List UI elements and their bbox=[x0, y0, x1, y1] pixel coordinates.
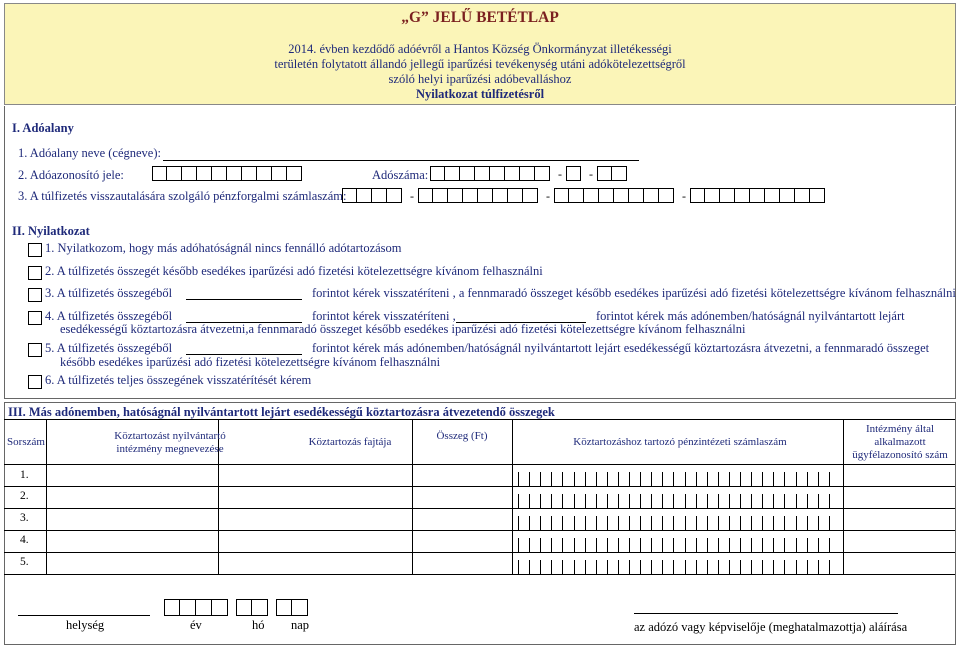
account-cell-divider bbox=[818, 472, 819, 486]
tax-label: Adószáma: bbox=[372, 168, 429, 182]
account-cell-divider bbox=[818, 538, 819, 552]
item3-text-b: forintot kérek visszatéríteni , a fennmaradó összeget később esedékes iparűzési adó fizetési kötelezettségre kívánom felhasználni bbox=[312, 286, 956, 300]
account-cell-divider bbox=[529, 472, 530, 486]
account-cell-divider bbox=[762, 538, 763, 552]
account-cell-divider bbox=[640, 494, 641, 508]
account-cell-divider bbox=[784, 538, 785, 552]
account-cell-divider bbox=[673, 494, 674, 508]
account-cell-divider bbox=[751, 560, 752, 574]
account-cell-divider bbox=[562, 538, 563, 552]
account-cell-divider bbox=[551, 560, 552, 574]
account-cell-divider bbox=[607, 560, 608, 574]
account-cell-divider bbox=[518, 472, 519, 486]
account-cell-divider bbox=[596, 494, 597, 508]
signature-label: az adózó vagy képviselője (meghatalmazottja) aláírása bbox=[634, 620, 908, 634]
account-cell-divider bbox=[784, 494, 785, 508]
account-cell-divider bbox=[740, 560, 741, 574]
account-cell-divider bbox=[762, 516, 763, 530]
item4-text-a: 4. A túlfizetés összegéből bbox=[45, 309, 173, 323]
account-cell-divider bbox=[729, 516, 730, 530]
account-cell-divider bbox=[796, 538, 797, 552]
item4-text-b: forintot kérek visszatéríteni , bbox=[312, 309, 456, 323]
account-cell-divider bbox=[651, 472, 652, 486]
account-cell-divider bbox=[696, 472, 697, 486]
account-cell-divider bbox=[818, 560, 819, 574]
account-cell-divider bbox=[629, 472, 630, 486]
account-cell-divider bbox=[551, 494, 552, 508]
account-cell-divider bbox=[762, 494, 763, 508]
row-number: 5. bbox=[20, 556, 29, 568]
account-cell-divider bbox=[673, 560, 674, 574]
day-label: nap bbox=[291, 618, 310, 632]
account-cell-divider bbox=[685, 516, 686, 530]
name-field[interactable] bbox=[163, 160, 639, 161]
tax-number-boxes[interactable]: - - bbox=[430, 166, 631, 182]
account-cell-divider bbox=[751, 472, 752, 486]
account-cell-divider bbox=[673, 538, 674, 552]
account-cell-divider bbox=[729, 560, 730, 574]
table-col-line bbox=[512, 419, 513, 574]
row-number: 4. bbox=[20, 534, 29, 546]
tax-id-boxes[interactable] bbox=[152, 166, 306, 182]
account-cell-divider bbox=[807, 494, 808, 508]
account-cell-divider bbox=[607, 494, 608, 508]
account-cell-divider bbox=[518, 494, 519, 508]
account-cell-divider bbox=[740, 494, 741, 508]
account-cell-divider bbox=[818, 494, 819, 508]
id-label: 2. Adóazonosító jele: bbox=[18, 168, 124, 182]
account-cell-divider bbox=[596, 516, 597, 530]
account-cell-divider bbox=[707, 472, 708, 486]
account-cell-divider bbox=[640, 538, 641, 552]
account-cell-divider bbox=[784, 516, 785, 530]
account-cell-divider bbox=[640, 472, 641, 486]
header-panel bbox=[4, 3, 956, 105]
account-cell-divider bbox=[618, 494, 619, 508]
account-cell-divider bbox=[751, 538, 752, 552]
account-cell-divider bbox=[685, 494, 686, 508]
header-line-2: területén folytatott állandó jellegű iparűzési tevékenység utáni adókötelezettségről bbox=[274, 57, 686, 71]
account-cell-divider bbox=[829, 560, 830, 574]
header-line-3: szóló helyi iparűzési adóbevalláshoz bbox=[388, 72, 572, 86]
table-col-line bbox=[843, 419, 844, 574]
account-cell-divider bbox=[829, 516, 830, 530]
account-cell-divider bbox=[685, 472, 686, 486]
header-line-1: 2014. évben kezdődő adóévről a Hantos Község Önkormányzat illetékességi bbox=[288, 42, 672, 56]
account-cell-divider bbox=[685, 538, 686, 552]
account-cell-divider bbox=[662, 516, 663, 530]
account-cell-divider bbox=[574, 472, 575, 486]
account-cell-divider bbox=[696, 494, 697, 508]
account-cell-divider bbox=[707, 516, 708, 530]
account-cell-divider bbox=[718, 494, 719, 508]
account-cell-divider bbox=[574, 494, 575, 508]
account-cell-divider bbox=[607, 472, 608, 486]
account-cell-divider bbox=[629, 516, 630, 530]
account-cell-divider bbox=[807, 472, 808, 486]
account-cell-divider bbox=[562, 494, 563, 508]
account-cell-divider bbox=[718, 516, 719, 530]
account-cell-divider bbox=[707, 560, 708, 574]
account-cell-divider bbox=[707, 494, 708, 508]
account-cell-divider bbox=[718, 538, 719, 552]
row-line bbox=[4, 530, 955, 531]
account-cell-divider bbox=[529, 494, 530, 508]
account-cell-divider bbox=[796, 560, 797, 574]
account-cell-divider bbox=[540, 538, 541, 552]
account-cell-divider bbox=[574, 538, 575, 552]
account-cell-divider bbox=[618, 538, 619, 552]
account-cell-divider bbox=[607, 516, 608, 530]
item5-text-c: később esedékes iparűzési adó fizetési kötelezettségre kívánom felhasználni bbox=[60, 355, 441, 369]
row-line bbox=[4, 508, 955, 509]
year-label: év bbox=[190, 618, 202, 632]
col-intezmeny: Köztartozást nyilvántartó intézmény megnevezése bbox=[114, 430, 226, 455]
account-cell-divider bbox=[762, 472, 763, 486]
account-cell-divider bbox=[518, 538, 519, 552]
account-cell-divider bbox=[540, 560, 541, 574]
account-cell-divider bbox=[773, 538, 774, 552]
signature-line[interactable] bbox=[634, 613, 898, 614]
account-cell-divider bbox=[673, 472, 674, 486]
section2-title: II. Nyilatkozat bbox=[12, 224, 90, 238]
row-line bbox=[4, 552, 955, 553]
item3-text-a: 3. A túlfizetés összegéből bbox=[45, 286, 173, 300]
item1-text: 1. Nyilatkozom, hogy más adóhatóságnál nincs fennálló adótartozásom bbox=[45, 241, 402, 255]
account-cell-divider bbox=[773, 472, 774, 486]
account-cell-divider bbox=[729, 538, 730, 552]
account-cell-divider bbox=[751, 516, 752, 530]
account-cell-divider bbox=[829, 472, 830, 486]
col-ugyfel: Intézmény által alkalmazott ügyfélazonosító szám bbox=[852, 423, 948, 461]
account-cell-divider bbox=[562, 560, 563, 574]
account-cell-divider bbox=[718, 472, 719, 486]
account-cell-divider bbox=[551, 538, 552, 552]
row-line bbox=[4, 486, 955, 487]
table-header-line bbox=[4, 464, 955, 465]
account-cell-divider bbox=[740, 472, 741, 486]
item2-text: 2. A túlfizetés összegét később esedékes iparűzési adó fizetési kötelezettségre kívánom felhasználni bbox=[45, 264, 543, 278]
account-cell-divider bbox=[729, 472, 730, 486]
account-cell-divider bbox=[696, 560, 697, 574]
account-cell-divider bbox=[807, 538, 808, 552]
account-cell-divider bbox=[651, 538, 652, 552]
account-cell-divider bbox=[618, 560, 619, 574]
account-cell-divider bbox=[807, 516, 808, 530]
account-cell-divider bbox=[662, 494, 663, 508]
account-cell-divider bbox=[562, 516, 563, 530]
account-cell-divider bbox=[540, 516, 541, 530]
section3-title: III. Más adónemben, hatóságnál nyilvántartott lejárt esedékességű köztartozásra átvezetendő összegek bbox=[8, 405, 555, 419]
table-col-line bbox=[46, 419, 47, 574]
checkbox-item5[interactable] bbox=[28, 343, 42, 357]
row-number: 1. bbox=[20, 469, 29, 481]
account-cell-divider bbox=[729, 494, 730, 508]
account-cell-divider bbox=[562, 472, 563, 486]
name-label: 1. Adóalany neve (cégneve): bbox=[18, 146, 161, 160]
account-cell-divider bbox=[673, 516, 674, 530]
account-cell-divider bbox=[585, 516, 586, 530]
account-cell-divider bbox=[796, 472, 797, 486]
account-cell-divider bbox=[651, 516, 652, 530]
account-cell-divider bbox=[784, 472, 785, 486]
account-cell-divider bbox=[740, 516, 741, 530]
item3-amount-field[interactable] bbox=[186, 299, 302, 300]
account-cell-divider bbox=[551, 516, 552, 530]
account-label: 3. A túlfizetés visszautalására szolgáló pénzforgalmi számlaszám: bbox=[18, 189, 347, 203]
checkbox-item1[interactable] bbox=[28, 243, 42, 257]
table-top-line bbox=[4, 419, 955, 420]
header-line-4: Nyilatkozat túlfizetésről bbox=[415, 87, 545, 101]
account-cell-divider bbox=[629, 538, 630, 552]
account-number-boxes[interactable]: - - - bbox=[342, 188, 829, 204]
item5-text-a: 5. A túlfizetés összegéből bbox=[45, 341, 173, 355]
date-boxes[interactable] bbox=[164, 599, 312, 615]
account-cell-divider bbox=[529, 538, 530, 552]
account-cell-divider bbox=[529, 560, 530, 574]
account-cell-divider bbox=[773, 494, 774, 508]
account-cell-divider bbox=[640, 560, 641, 574]
account-cell-divider bbox=[585, 538, 586, 552]
month-label: hó bbox=[252, 618, 265, 632]
checkbox-item4[interactable] bbox=[28, 311, 42, 325]
account-cell-divider bbox=[640, 516, 641, 530]
account-cell-divider bbox=[707, 538, 708, 552]
account-cell-divider bbox=[540, 494, 541, 508]
account-cell-divider bbox=[585, 472, 586, 486]
account-cell-divider bbox=[751, 494, 752, 508]
account-cell-divider bbox=[574, 560, 575, 574]
account-cell-divider bbox=[662, 560, 663, 574]
table-bottom-line bbox=[4, 574, 955, 575]
account-cell-divider bbox=[607, 538, 608, 552]
account-cell-divider bbox=[818, 516, 819, 530]
account-cell-divider bbox=[574, 516, 575, 530]
account-cell-divider bbox=[651, 560, 652, 574]
account-cell-divider bbox=[518, 560, 519, 574]
col-sorszam: Sorszám bbox=[7, 436, 45, 448]
account-cell-divider bbox=[685, 560, 686, 574]
account-cell-divider bbox=[596, 538, 597, 552]
account-cell-divider bbox=[662, 538, 663, 552]
item4-text-c: forintot kérek más adónemben/hatóságnál nyilvántartott lejárt bbox=[596, 309, 905, 323]
checkbox-item3[interactable] bbox=[28, 288, 42, 302]
form-title: „G” JELŰ BETÉTLAP bbox=[401, 9, 559, 26]
account-cell-divider bbox=[796, 516, 797, 530]
account-cell-divider bbox=[585, 560, 586, 574]
account-cell-divider bbox=[529, 516, 530, 530]
account-cell-divider bbox=[696, 516, 697, 530]
account-cell-divider bbox=[662, 472, 663, 486]
account-cell-divider bbox=[807, 560, 808, 574]
account-cell-divider bbox=[629, 560, 630, 574]
account-cell-divider bbox=[551, 472, 552, 486]
account-cell-divider bbox=[762, 560, 763, 574]
account-cell-divider bbox=[696, 538, 697, 552]
account-cell-divider bbox=[773, 516, 774, 530]
row-number: 2. bbox=[20, 490, 29, 502]
place-field[interactable] bbox=[18, 615, 150, 616]
account-cell-divider bbox=[718, 560, 719, 574]
account-cell-divider bbox=[773, 560, 774, 574]
account-cell-divider bbox=[629, 494, 630, 508]
account-cell-divider bbox=[585, 494, 586, 508]
account-cell-divider bbox=[618, 516, 619, 530]
account-cell-divider bbox=[518, 516, 519, 530]
account-cell-divider bbox=[829, 538, 830, 552]
col-szamla: Köztartozáshoz tartozó pénzintézeti számlaszám bbox=[573, 436, 787, 448]
account-cell-divider bbox=[540, 472, 541, 486]
account-cell-divider bbox=[618, 472, 619, 486]
checkbox-item6[interactable] bbox=[28, 375, 42, 389]
checkbox-item2[interactable] bbox=[28, 266, 42, 280]
place-label: helység bbox=[66, 618, 105, 632]
account-cell-divider bbox=[796, 494, 797, 508]
row-number: 3. bbox=[20, 512, 29, 524]
item6-text: 6. A túlfizetés teljes összegének visszatérítését kérem bbox=[45, 373, 312, 387]
account-cell-divider bbox=[829, 494, 830, 508]
account-cell-divider bbox=[596, 560, 597, 574]
section1-title: I. Adóalany bbox=[12, 121, 74, 135]
account-cell-divider bbox=[596, 472, 597, 486]
account-cell-divider bbox=[784, 560, 785, 574]
item4-text-d: esedékességű köztartozásra átvezetni,a fennmaradó összeget később esedékes iparűzési adó fizetési kötelezettségre kívánom felhasználni bbox=[60, 322, 746, 336]
item5-text-b: forintot kérek más adónemben/hatóságnál nyilvántartott lejárt esedékességű köztartozásra átvezetni, a fennmaradó összeget bbox=[312, 341, 930, 355]
account-cell-divider bbox=[651, 494, 652, 508]
col-osszeg: Összeg (Ft) bbox=[436, 430, 488, 442]
account-cell-divider bbox=[740, 538, 741, 552]
col-fajta: Köztartozás fajtája bbox=[308, 436, 392, 448]
